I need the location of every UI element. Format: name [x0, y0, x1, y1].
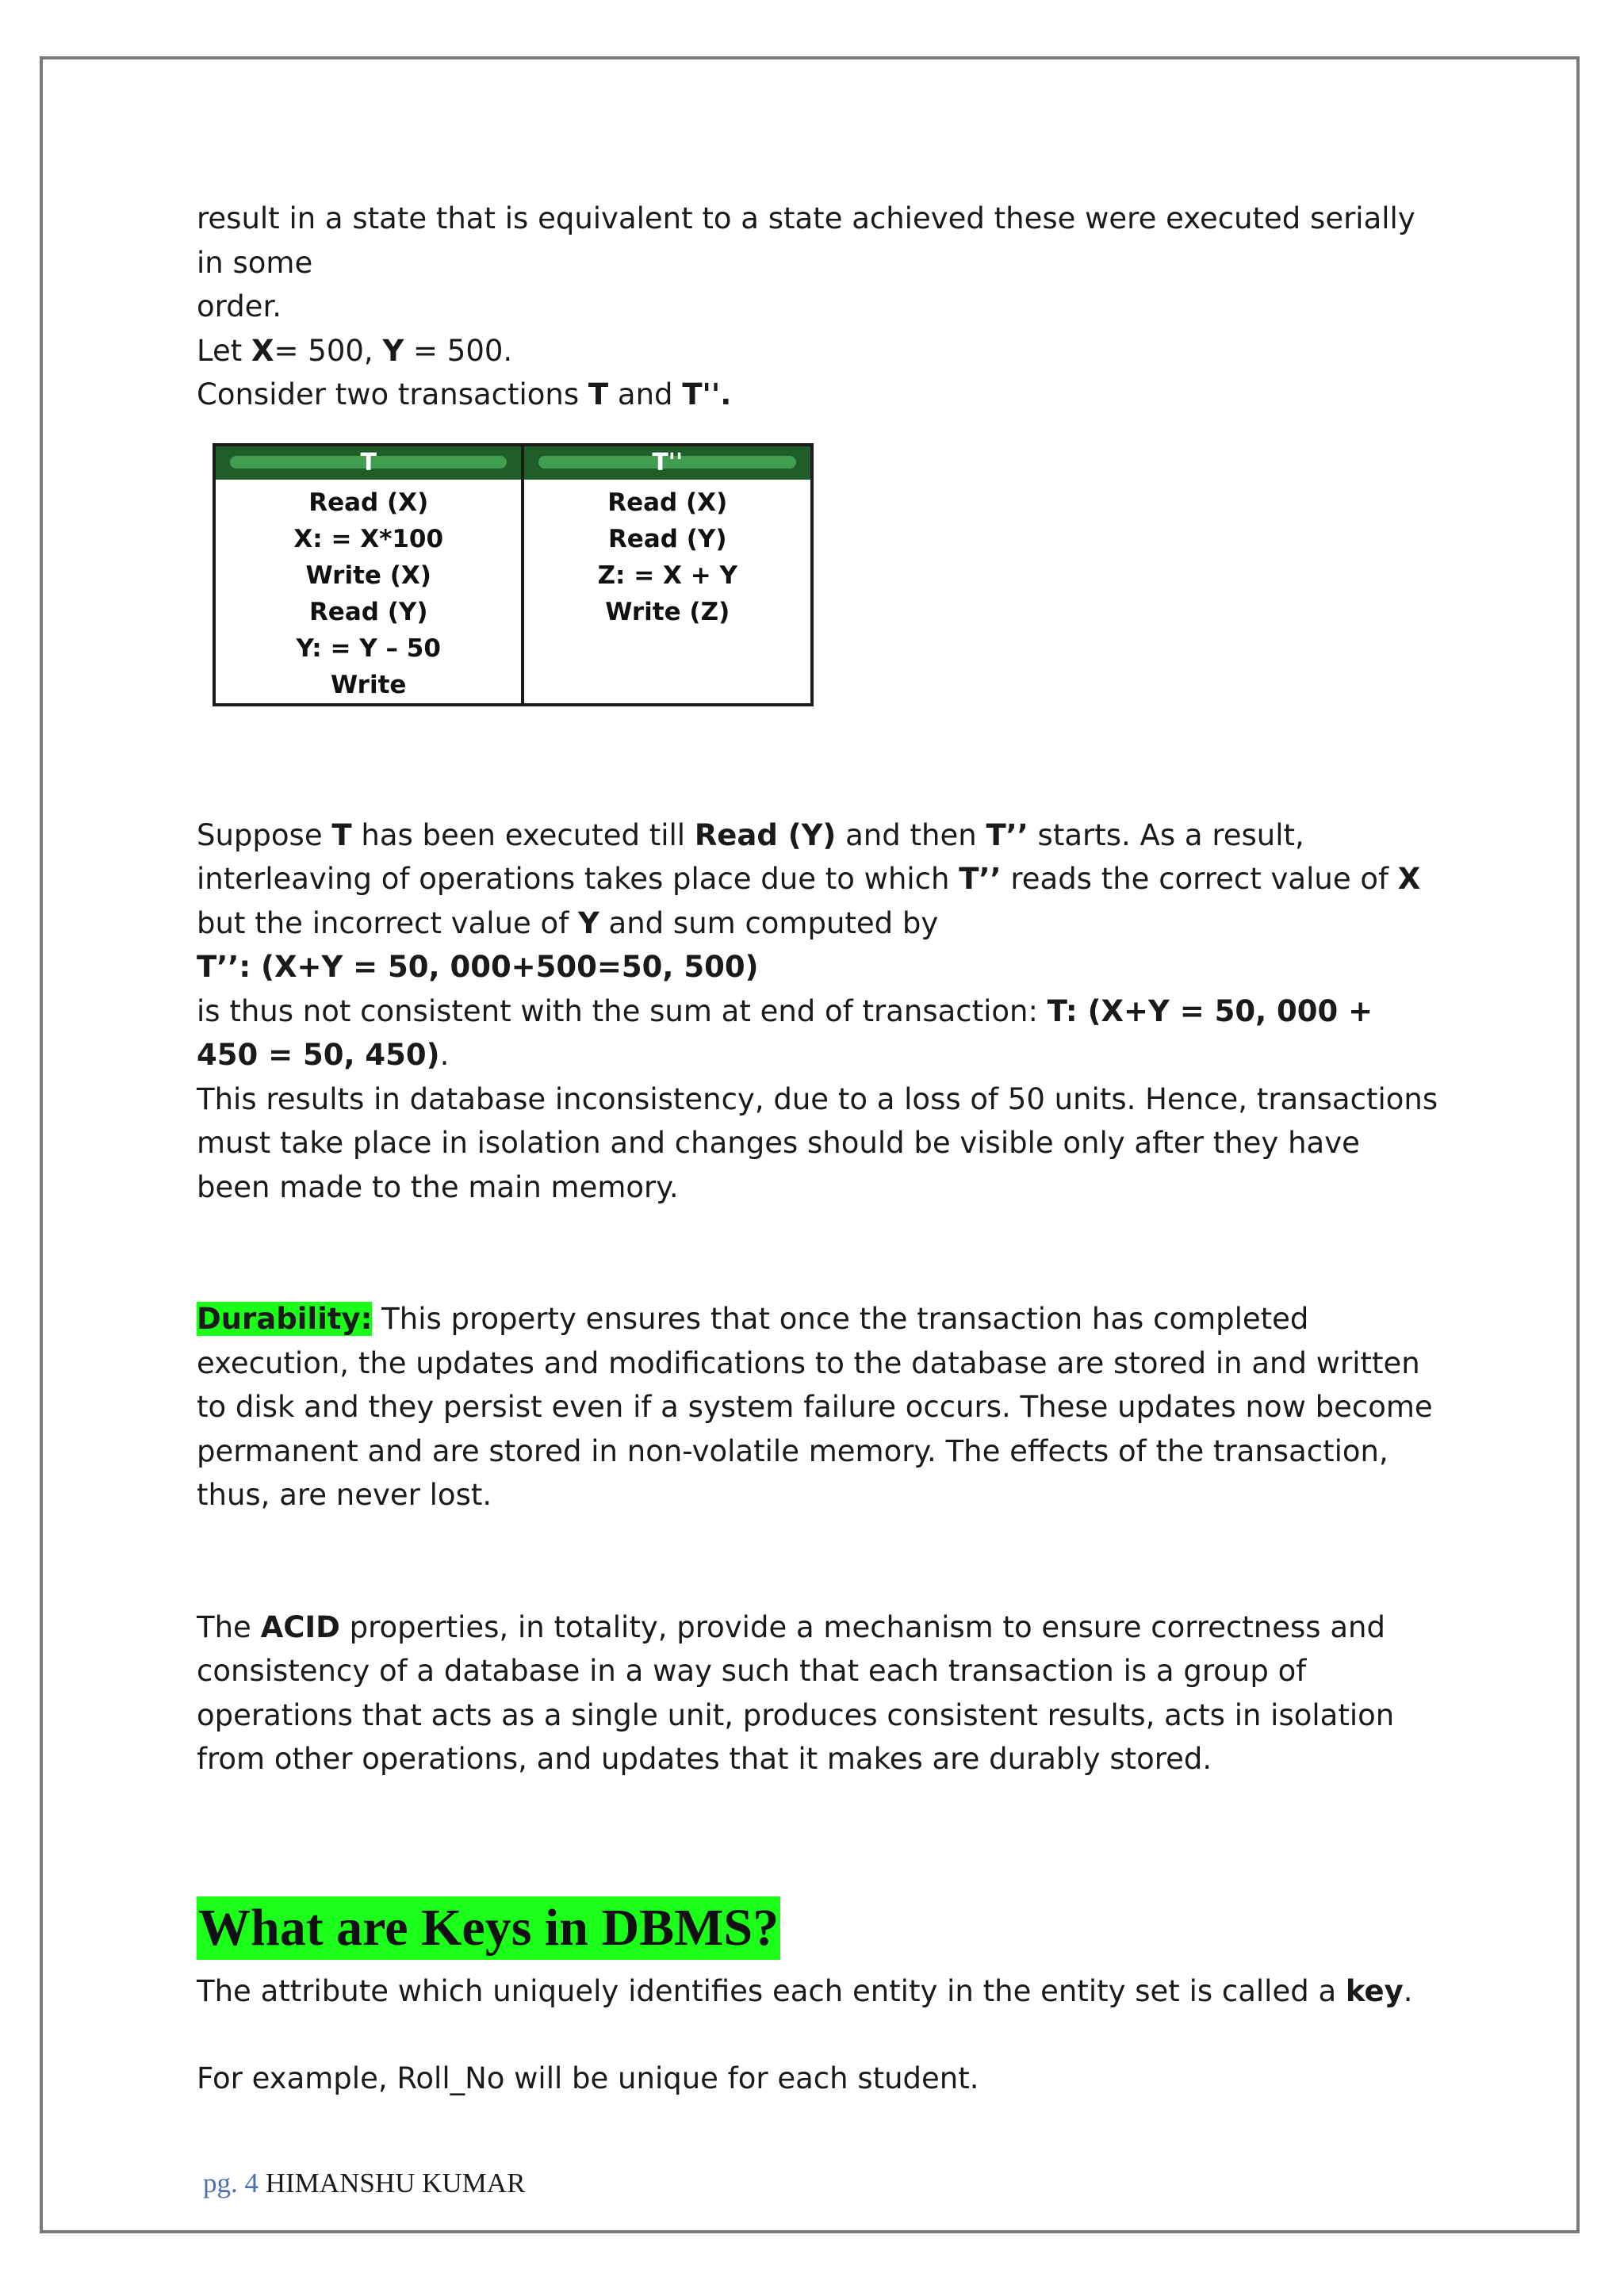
- keys-definition: The attribute which uniquely identifies each entity in the entity set is called a key.: [197, 1973, 1413, 2008]
- document-body: [197, 197, 1442, 2101]
- page-number: pg. 4: [203, 2168, 259, 2198]
- durability-label: Durability:: [197, 1302, 373, 1336]
- paragraph-line: result in a state that is equivalent to a state achieved these were executed serially in some: [197, 201, 1415, 280]
- consider-statement: Consider two transactions T and T''.: [197, 377, 732, 411]
- t2-op: Read (Y): [607, 524, 727, 553]
- footer-author: HIMANSHU KUMAR: [265, 2168, 526, 2198]
- table-header-t2: T'': [523, 445, 812, 480]
- transaction-table: [213, 443, 814, 706]
- t-op: Write: [331, 670, 407, 699]
- t-operations: [214, 480, 523, 705]
- formula-t2: T’’: (X+Y = 50, 000+500=50, 500): [197, 950, 759, 984]
- paragraph-line: order.: [197, 289, 282, 323]
- t2-op: Z: = X + Y: [597, 561, 737, 590]
- keys-example: For example, Roll_No will be unique for each student.: [197, 2061, 979, 2095]
- t-op: Y: = Y – 50: [296, 633, 441, 663]
- t2-op: Read (X): [607, 488, 728, 517]
- t-op: Read (Y): [308, 597, 428, 626]
- t-op: Write (X): [305, 561, 431, 590]
- t2-op: Write (Z): [605, 597, 730, 626]
- t-op: Read (X): [308, 488, 429, 517]
- consistency-paragraph: is thus not consistent with the sum at end of transaction: T: (X+Y = 50, 000 + 450 = 50, 450).: [197, 993, 1373, 1072]
- inconsistency-paragraph: This results in database inconsistency, due to a loss of 50 units. Hence, transactions must take place in isolation and changes should be visible only after they have been made to the main memory.: [197, 1081, 1438, 1204]
- keys-heading: What are Keys in DBMS?: [197, 1896, 780, 1960]
- page-footer: [203, 2168, 525, 2199]
- acid-paragraph: The ACID properties, in totality, provide a mechanism to ensure correctness and consistency of a database in a way such that each transaction is a group of operations that acts as a single unit, produces consistent results, acts in isolation from other operations, and updates that it makes are durably stored.: [197, 1609, 1395, 1776]
- t2-operations: [523, 480, 812, 705]
- durability-paragraph: Durability: This property ensures that once the transaction has completed execution, the updates and modifications to the database are stored in and written to disk and they persist even if a system failure occurs. These updates now become permanent and are stored in non-volatile memory. The effects of the transaction, thus, are never lost.: [197, 1302, 1433, 1512]
- suppose-paragraph: Suppose T has been executed till Read (Y) and then T’’ starts. As a result, interleaving of operations takes place due to which T’’ reads the correct value of X but the incorrect value of Y and sum computed by: [197, 817, 1421, 940]
- let-statement: Let X= 500, Y = 500.: [197, 333, 513, 368]
- table-header-t: T: [214, 445, 523, 480]
- t-op: X: = X*100: [293, 524, 444, 553]
